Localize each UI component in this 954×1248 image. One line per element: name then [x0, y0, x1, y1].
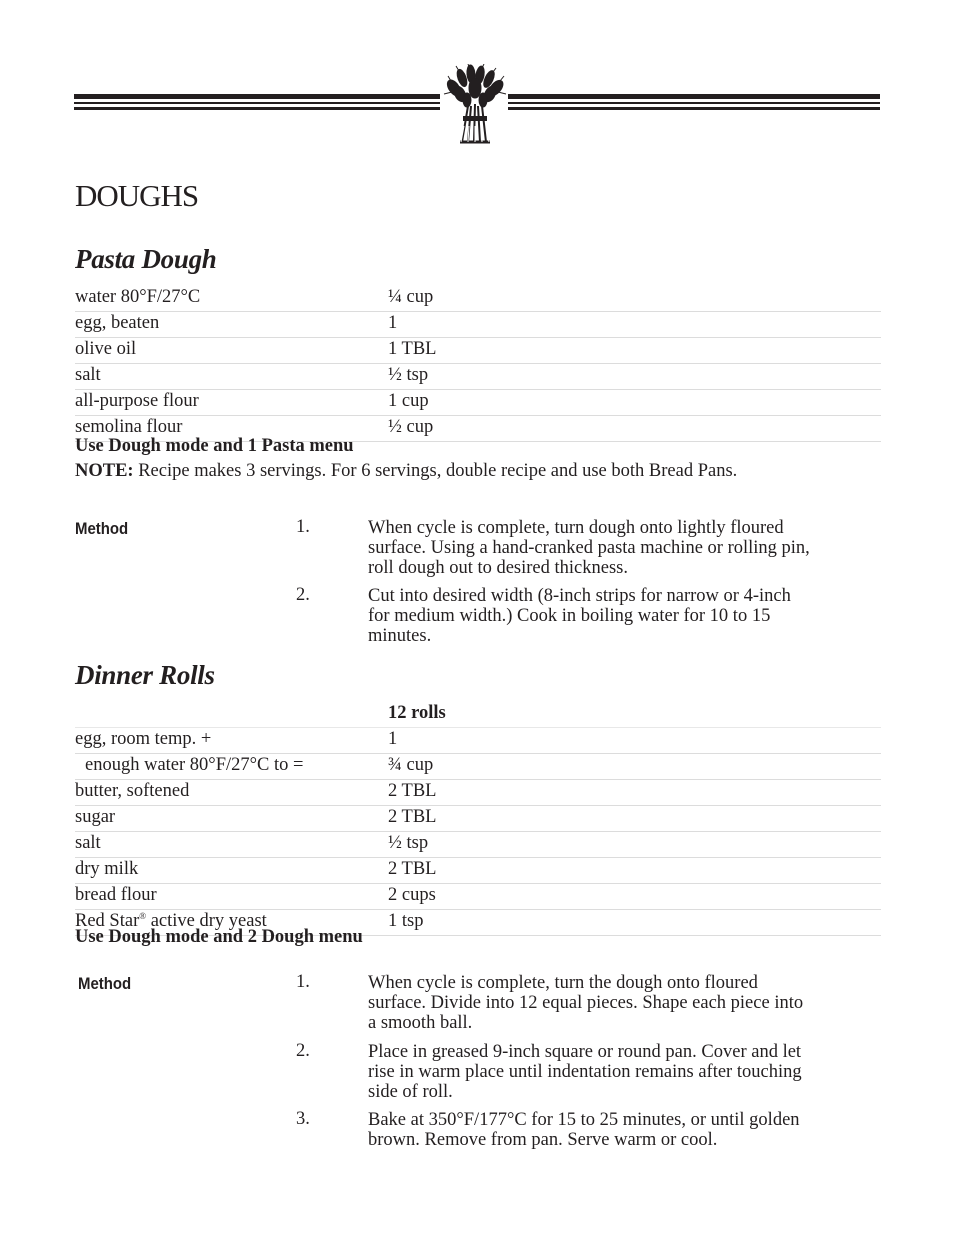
step-text: Bake at 350°F/177°C for 15 to 25 minutes, or until golden brown. Remove from pan. Serve warm or cool.: [368, 1110, 800, 1150]
ingredient-amount: ¼ cup: [388, 287, 434, 307]
ingredient-amount: ½ tsp: [388, 365, 429, 385]
ingredient-name: butter, softened: [75, 781, 190, 801]
ingredient-amount: 1: [388, 729, 398, 749]
ingredient-row: [75, 286, 881, 312]
ingredient-amount: 1: [388, 313, 398, 333]
rolls-method-label: Method: [78, 974, 132, 993]
ingredient-name: semolina flour: [75, 417, 183, 437]
ingredient-row: [75, 338, 881, 364]
header-rule-left: [74, 94, 440, 112]
pasta-dough-title: Pasta Dough: [75, 244, 217, 274]
ingredient-row: [75, 390, 881, 416]
step-text: When cycle is complete, turn dough onto lightly floured surface. Using a hand-cranked pasta machine or rolling pin, roll dough out to desired thickness.: [368, 518, 810, 578]
ingredient-name: enough water 80°F/27°C to =: [85, 755, 304, 775]
ingredient-name: water 80°F/27°C: [75, 287, 201, 307]
step-number: 1.: [296, 972, 310, 992]
rolls-ingredients-table: [75, 702, 881, 936]
ingredient-row: [75, 832, 881, 858]
ingredient-amount: ¾ cup: [388, 755, 434, 775]
step-number: 1.: [296, 517, 310, 537]
ingredient-amount: 2 TBL: [388, 859, 437, 879]
ingredient-row: [75, 728, 881, 754]
step-text: When cycle is complete, turn the dough onto floured surface. Divide into 12 equal pieces. Shape each piece into a smooth ball.: [368, 973, 804, 1033]
note-text: Recipe makes 3 servings. For 6 servings, double recipe and use both Bread Pans.: [133, 461, 738, 481]
ingredient-name: salt: [75, 833, 101, 853]
ingredient-name: bread flour: [75, 885, 157, 905]
ingredient-amount: 2 TBL: [388, 781, 437, 801]
ingredient-row: [75, 858, 881, 884]
wheat-sheaf-icon: [438, 64, 512, 146]
ingredient-name-suffix: active dry yeast: [146, 911, 267, 932]
ingredient-row: [75, 806, 881, 832]
ingredient-row: [75, 884, 881, 910]
ingredient-row: [75, 364, 881, 390]
ingredient-name: sugar: [75, 807, 116, 827]
ingredient-amount: 2 TBL: [388, 807, 437, 827]
pasta-mode-instruction: Use Dough mode and 1 Pasta menu: [75, 436, 354, 456]
ingredient-amount: 1 tsp: [388, 911, 424, 931]
ingredient-row: [75, 312, 881, 338]
ingredient-name: egg, room temp. +: [75, 729, 212, 749]
note-label: NOTE:: [75, 461, 134, 481]
ingredient-name: olive oil: [75, 339, 137, 359]
yield-header-row: [75, 702, 881, 728]
dinner-rolls-title: Dinner Rolls: [75, 660, 215, 690]
ingredient-name: all-purpose flour: [75, 391, 199, 411]
step-number: 2.: [296, 585, 310, 605]
pasta-note: [75, 461, 737, 482]
ingredient-row: [75, 780, 881, 806]
ingredient-name: salt: [75, 365, 101, 385]
ingredient-amount: 2 cups: [388, 885, 436, 905]
rolls-mode-instruction: Use Dough mode and 2 Dough menu: [75, 927, 363, 947]
ingredient-name: egg, beaten: [75, 313, 160, 333]
ingredient-row: [75, 754, 881, 780]
ingredient-amount: ½ cup: [388, 417, 434, 437]
step-number: 2.: [296, 1041, 310, 1061]
step-text: Cut into desired width (8-inch strips for narrow or 4-inch for medium width.) Cook in boiling water for 10 to 15 minutes.: [368, 586, 791, 646]
ingredient-name: dry milk: [75, 859, 139, 879]
ingredient-amount: 1 TBL: [388, 339, 437, 359]
step-text: Place in greased 9-inch square or round pan. Cover and let rise in warm place until indentation remains after touching side of roll.: [368, 1042, 802, 1102]
brand-name: Red Star: [75, 911, 140, 932]
ingredient-amount: ½ tsp: [388, 833, 429, 853]
pasta-method-label: Method: [75, 519, 129, 538]
yield-header: 12 rolls: [388, 703, 446, 723]
header-rule-right: [508, 94, 880, 112]
ingredient-amount: 1 cup: [388, 391, 429, 411]
page-title: DOUGHS: [75, 178, 199, 213]
registered-mark: ®: [139, 911, 147, 921]
pasta-ingredients-table: [75, 286, 881, 442]
step-number: 3.: [296, 1109, 310, 1129]
